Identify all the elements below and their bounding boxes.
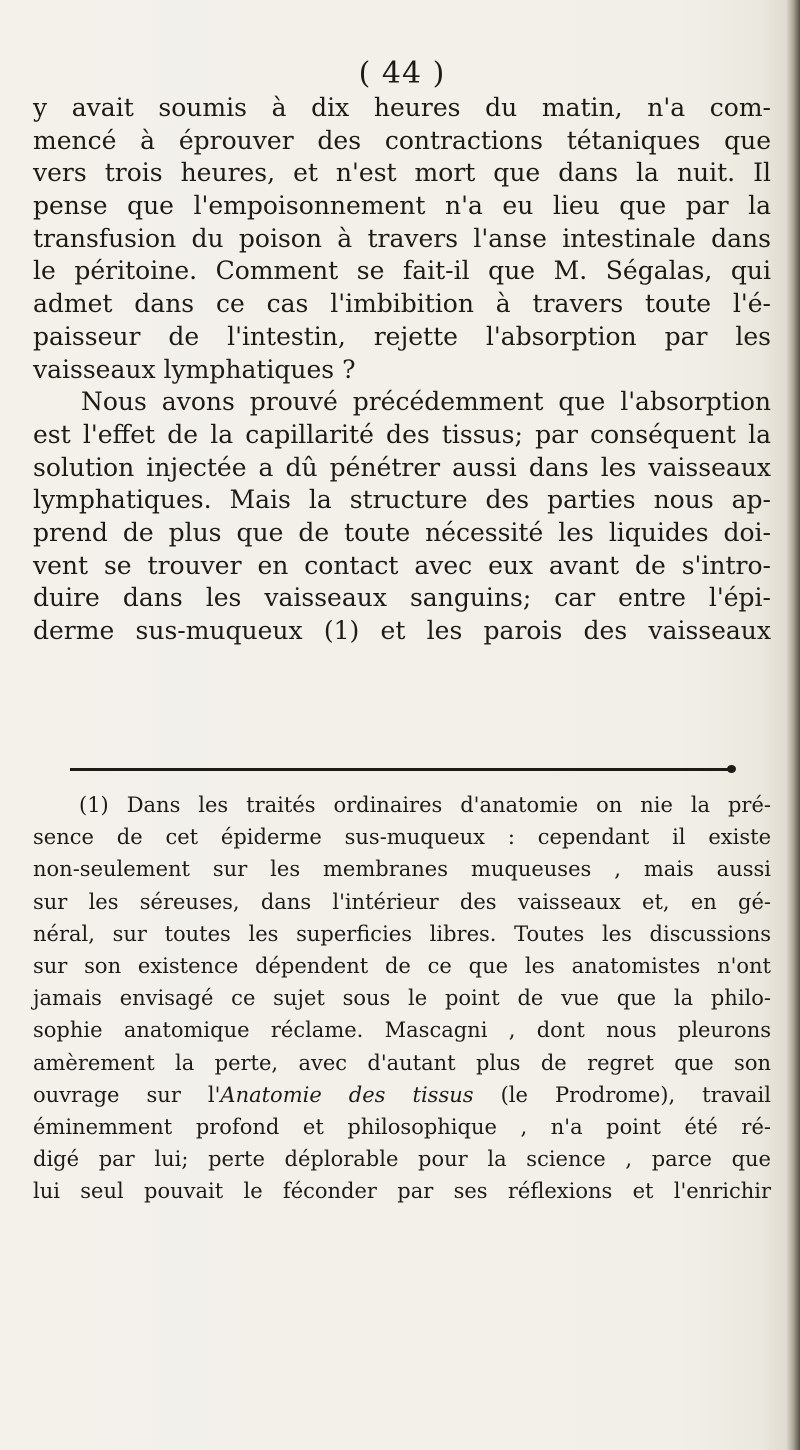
footnote-line: sence de cet épiderme sus-muqueux : cependant il existe	[33, 825, 771, 850]
main-text-line: vaisseaux lymphatiques ?	[33, 354, 356, 384]
main-text-line: mencé à éprouver des contractions tétaniques que	[33, 125, 771, 155]
page-number: ( 44 )	[358, 56, 446, 91]
main-text-line: transfusion du poison à travers l'anse intestinale dans	[33, 223, 771, 253]
main-text-block	[33, 92, 771, 648]
main-text-line: vers trois heures, et n'est mort que dans la nuit. Il	[33, 158, 771, 188]
book-title-italic: Anatomie des tissus	[220, 1082, 474, 1107]
footnote-line-with-title	[33, 1079, 771, 1111]
footnote-line: amèrement la perte, avec d'autant plus de regret que son	[33, 1050, 771, 1075]
footnote-block	[33, 789, 771, 1207]
footnote-separator-ornament	[727, 765, 736, 773]
main-text-line: y avait soumis à dix heures du matin, n'a com-	[33, 93, 771, 122]
footnote-line: digé par lui; perte déplorable pour la science , parce que	[33, 1147, 771, 1172]
footnote-line: jamais envisagé ce sujet sous le point de vue que la philo-	[33, 986, 771, 1011]
footnote-line: sur les séreuses, dans l'intérieur des vaisseaux et, en gé-	[33, 889, 771, 914]
footnote-line: lui seul pouvait le féconder par ses réflexions et l'enrichir	[33, 1179, 771, 1204]
footnote-line-start: ouvrage sur l'	[33, 1082, 221, 1107]
footnote-separator-rule	[70, 768, 735, 771]
main-text-line: paisseur de l'intestin, rejette l'absorption par les	[33, 321, 771, 351]
main-text-line: le péritoine. Comment se fait-il que M. Ségalas, qui	[33, 256, 771, 286]
main-text-line: derme sus-muqueux (1) et les parois des vaisseaux	[33, 616, 771, 645]
footnote-line: sur son existence dépendent de ce que les anatomistes n'ont	[33, 953, 771, 978]
main-text-line: prend de plus que de toute nécessité les liquides doi-	[33, 517, 771, 547]
main-text-line: pense que l'empoisonnement n'a eu lieu que par la	[33, 191, 771, 221]
main-text-line: vent se trouver en contact avec eux avant de s'intro-	[33, 550, 771, 580]
main-text-line: duire dans les vaisseaux sanguins; car entre l'épi-	[33, 583, 771, 613]
footnote-line-end: (le Prodrome), travail	[473, 1082, 771, 1107]
footnote-line: non-seulement sur les membranes muqueuses , mais aussi	[33, 857, 771, 882]
footnote-line: éminemment profond et philosophique , n'a point été ré-	[33, 1114, 771, 1139]
main-text-line: lymphatiques. Mais la structure des parties nous ap-	[33, 485, 771, 515]
footnote-line: (1) Dans les traités ordinaires d'anatomie on nie la pré-	[79, 793, 771, 817]
main-text-line: est l'effet de la capillarité des tissus; par conséquent la	[33, 419, 771, 449]
main-text-line: Nous avons prouvé précédemment que l'absorption	[81, 387, 771, 417]
main-text-line: admet dans ce cas l'imbibition à travers toute l'é-	[33, 289, 771, 319]
page-edge-shadow	[786, 0, 800, 1450]
footnote-line: néral, sur toutes les superficies libres. Toutes les discussions	[33, 921, 771, 946]
main-text-line: solution injectée a dû pénétrer aussi dans les vaisseaux	[33, 452, 771, 482]
footnote-line: sophie anatomique réclame. Mascagni , dont nous pleurons	[33, 1018, 771, 1043]
